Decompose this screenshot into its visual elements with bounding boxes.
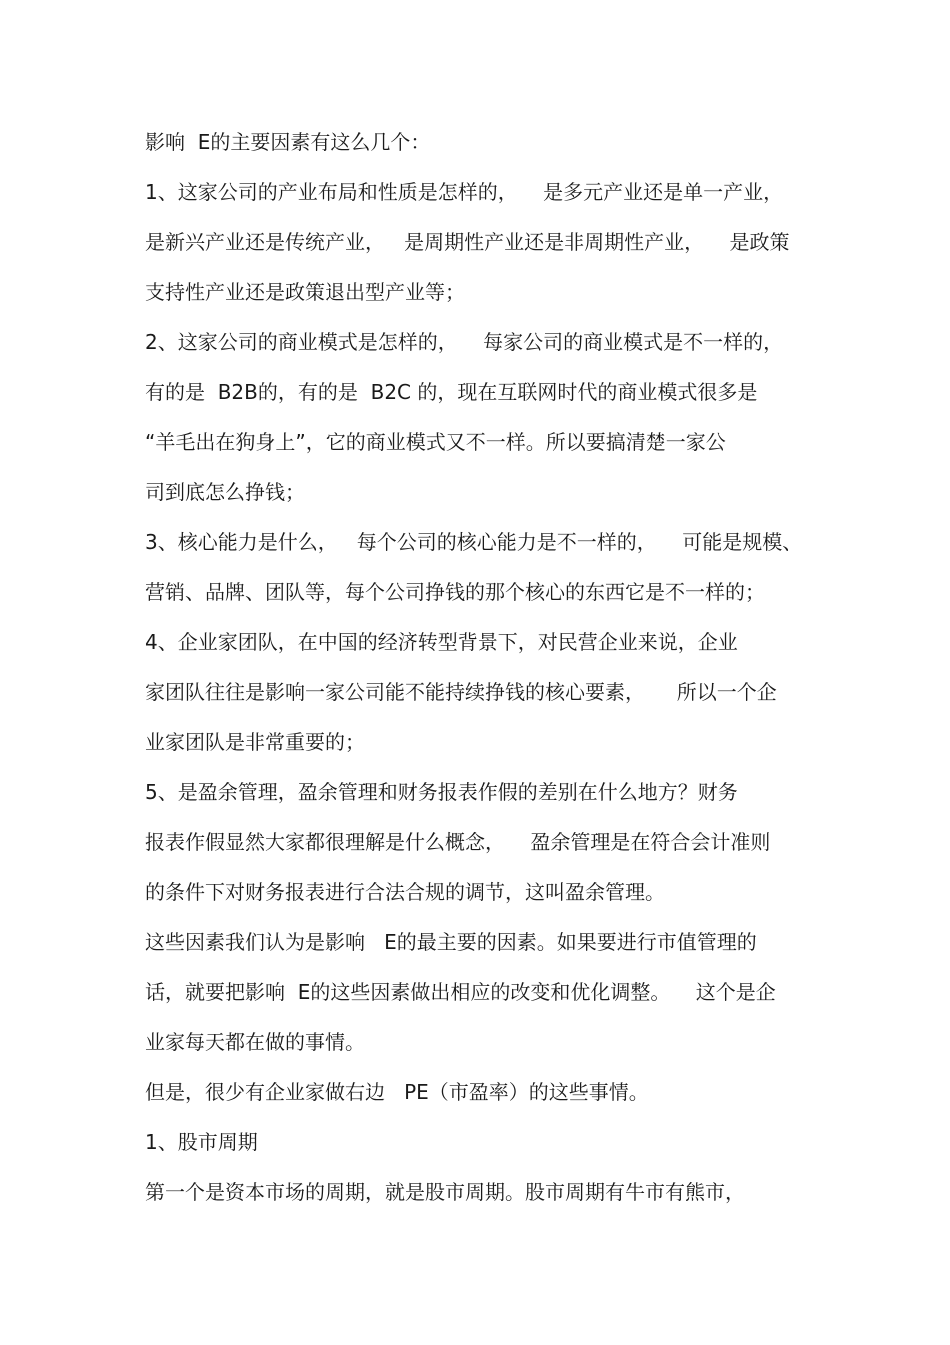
text-line-13: 业家团队是非常重要的； [145,730,365,754]
text-line-5: 2、这家公司的商业模式是怎样的， 每家公司的商业模式是不一样的， [145,330,784,354]
text-line-20: 但是，很少有企业家做右边 PE（市盈率）的这些事情。 [145,1080,649,1104]
text-line-7: “羊毛出在狗身上”，它的商业模式又不一样。所以要搞清楚一家公 [145,430,726,454]
text-line-21: 1、股市周期 [145,1130,258,1154]
text-line-2: 1、这家公司的产业布局和性质是怎样的， 是多元产业还是单一产业， [145,180,784,204]
text-line-18: 话，就要把影响 E的这些因素做出相应的改变和优化调整。 这个是企 [145,980,776,1004]
text-line-17: 这些因素我们认为是影响 E的最主要的因素。如果要进行市值管理的 [145,930,757,954]
text-line-10: 营销、品牌、团队等，每个公司挣钱的那个核心的东西它是不一样的； [145,580,765,604]
text-line-14: 5、是盈余管理，盈余管理和财务报表作假的差别在什么地方？财务 [145,780,738,804]
text-line-22: 第一个是资本市场的周期，就是股市周期。股市周期有牛市有熊市， [145,1180,745,1204]
text-line-1: 影响 E的主要因素有这么几个： [145,130,431,154]
text-line-6: 有的是 B2B的，有的是 B2C 的，现在互联网时代的商业模式很多是 [145,380,758,404]
text-line-8: 司到底怎么挣钱； [145,480,305,504]
text-line-4: 支持性产业还是政策退出型产业等； [145,280,465,304]
text-line-15: 报表作假显然大家都很理解是什么概念， 盈余管理是在符合会计准则 [145,830,771,854]
text-line-3: 是新兴产业还是传统产业， 是周期性产业还是非周期性产业， 是政策 [145,230,790,254]
text-line-9: 3、核心能力是什么， 每个公司的核心能力是不一样的， 可能是规模、 [145,530,803,554]
text-line-16: 的条件下对财务报表进行合法合规的调节，这叫盈余管理。 [145,880,665,904]
text-line-11: 4、企业家团队，在中国的经济转型背景下，对民营企业来说，企业 [145,630,738,654]
text-line-12: 家团队往往是影响一家公司能不能持续挣钱的核心要素， 所以一个企 [145,680,777,704]
text-line-19: 业家每天都在做的事情。 [145,1030,365,1054]
